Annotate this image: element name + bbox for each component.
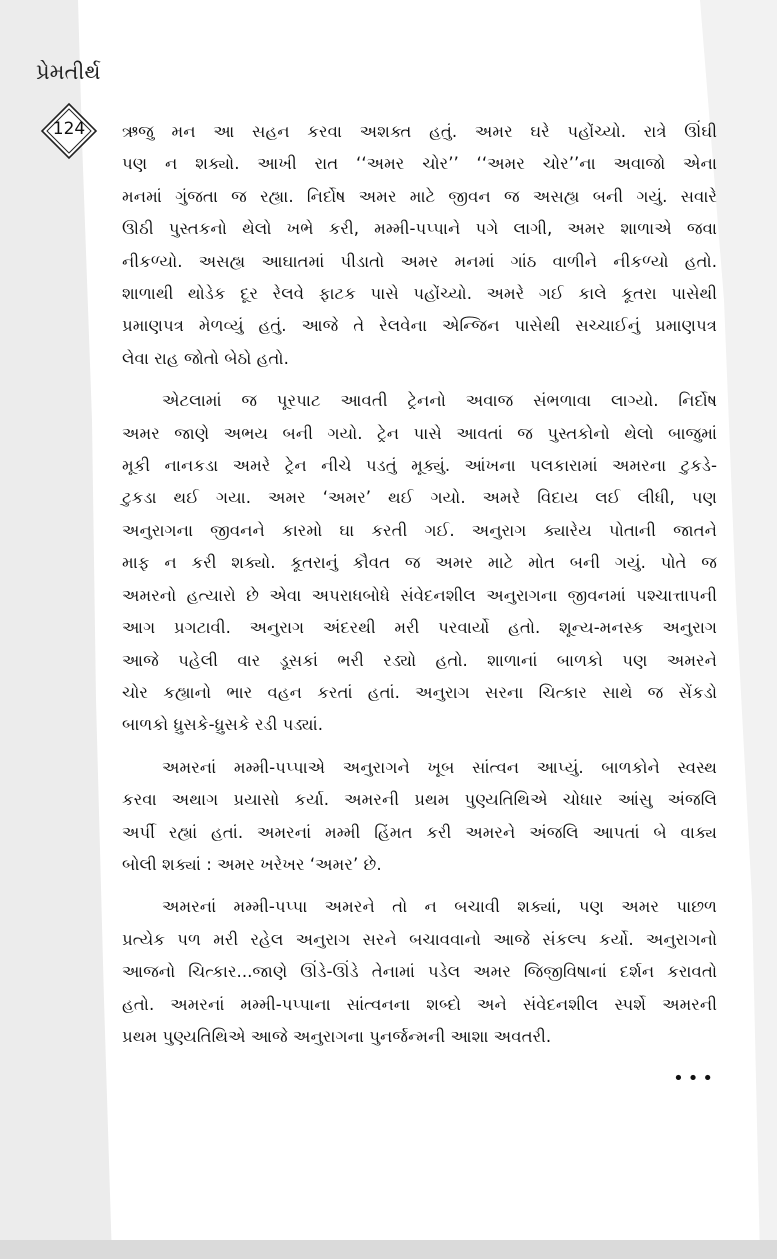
text-line: નીકળ્યો. અસહ્ય આઘાતમાં પીડાતો અમર મનમાં ગાંઠ વાળીને નીકળ્યો હતો. [122,251,717,271]
text-line: પ્રત્યેક પળ મરી રહેલ અનુરાગ સરને બચાવવાનો આજે સંકલ્પ કર્યો. અનુરાગનો [122,929,717,949]
text-line: બાળકો ધ્રુસકે-ધ્રુસકે રડી પડ્યાં. [122,715,324,735]
chapter-text [122,116,717,1053]
paragraph [122,752,717,882]
text-line: પ્રમાણપત્ર મેળવ્યું હતું. આજે તે રેલવેના એન્જિન પાસેથી સચ્ચાઈનું પ્રમાણપત્ર [122,316,717,336]
paragraph [122,116,717,375]
page-number-badge [40,102,98,160]
text-line: કરવા અથાગ પ્રયાસો કર્યા. અમરની પ્રથમ પુણ્યતિથિએ ચોધાર આંસુ અંજલિ [122,790,717,810]
page-number: 124 [52,119,86,139]
paragraph [122,891,717,1053]
text-line: આગ પ્રગટાવી. અનુરાગ અંદરથી મરી પરવાર્યો હતો. શૂન્ય-મનસ્ક અનુરાગ [122,618,717,638]
text-line: આજનો ચિત્કાર...જાણે ઊંડે-ઊંડે તેનામાં પડેલ અમર જિજીવિષાનાં દર્શન કરાવતો [122,962,717,982]
text-line: બોલી શક્યાં : અમર ખરેખર ‘અમર’ છે. [122,854,382,874]
text-line: ચોર કહ્યાનો ભાર વહન કરતાં હતાં. અનુરાગ સરના ચિત્કાર સાથે જ સેંકડો [122,682,717,702]
text-line: અમરનાં મમ્મી-પપ્પા અમરને તો ન બચાવી શક્યાં, પણ અમર પાછળ [162,897,717,917]
text-line: શાળાથી થોડેક દૂર રેલવે ફાટક પાસે પહોંચ્યો. અમરે ગઈ કાલે કૂતરા પાસેથી [122,284,717,304]
section-end-mark: ••• [673,1068,717,1089]
text-line: લેવા રાહ જોતો બેઠો હતો. [122,348,289,368]
text-line: અમરનાં મમ્મી-પપ્પાએ અનુરાગને ખૂબ સાંત્વન આપ્યું. બાળકોને સ્વસ્થ [162,757,717,777]
text-line: મનમાં ગુંજતા જ રહ્યા. નિર્દોષ અમર માટે જીવન જ અસહ્ય બની ગયું. સવારે [122,186,717,206]
text-line: અમર જાણે અભય બની ગયો. ટ્રેન પાસે આવતાં જ પુસ્તકોનો થેલો બાજુમાં [122,423,717,443]
text-line: ઊઠી પુસ્તકનો થેલો ખભે કરી, મમ્મી-પપ્પાને પગે લાગી, અમર શાળાએ જવા [122,219,717,239]
text-line: એટલામાં જ પૂરપાટ આવતી ટ્રેનનો અવાજ સંભળાવા લાગ્યો. નિર્દોષ [162,391,717,411]
text-line: મૂકી નાનકડા અમરે ટ્રેન નીચે પડતું મૂક્યું. આંખના પલકારામાં અમરના ટુકડે- [122,456,717,476]
text-line: માફ ન કરી શક્યો. કૂતરાનું કૌવત જ અમર માટે મોત બની ગયું. પોતે જ [122,553,717,573]
text-line: અનુરાગના જીવનને કારમો ઘા કરતી ગઈ. અનુરાગ ક્યારેય પોતાની જાતને [122,520,717,540]
text-line: આજે પહેલી વાર ડૂસકાં ભરી રડ્યો હતો. શાળાનાં બાળકો પણ અમરને [122,650,717,670]
text-line: અર્પી રહ્યાં હતાં. અમરનાં મમ્મી હિંમત કરી અમરને અંજલિ આપતાં બે વાક્ય [122,822,717,842]
text-line: પ્રથમ પુણ્યતિથિએ આજે અનુરાગના પુનર્જન્મની આશા અવતરી. [122,1026,552,1046]
text-line: હતો. અમરનાં મમ્મી-પપ્પાના સાંત્વનના શબ્દો અને સંવેદનશીલ સ્પર્શે અમરની [122,994,717,1014]
text-line: ઋજુ મન આ સહન કરવા અશક્ત હતું. અમર ઘરે પહોંચ્યો. રાત્રે ઊંઘી [122,122,717,141]
text-line: અમરનો હત્યારો છે એવા અપરાધબોધે સંવેદનશીલ અનુરાગના જીવનમાં પશ્ચાત્તાપની [122,585,717,605]
paragraph [122,385,717,741]
text-line: ટુકડા થઈ ગયા. અમર ‘અમર’ થઈ ગયો. અમરે વિદાય લઈ લીધી, પણ [122,488,717,508]
text-line: પણ ન શક્યો. આખી રાત ‘‘અમર ચોર’’ ‘‘અમર ચોર’’ના અવાજો એના [122,154,717,174]
book-title-header: પ્રેમતીર્થ [36,60,101,84]
